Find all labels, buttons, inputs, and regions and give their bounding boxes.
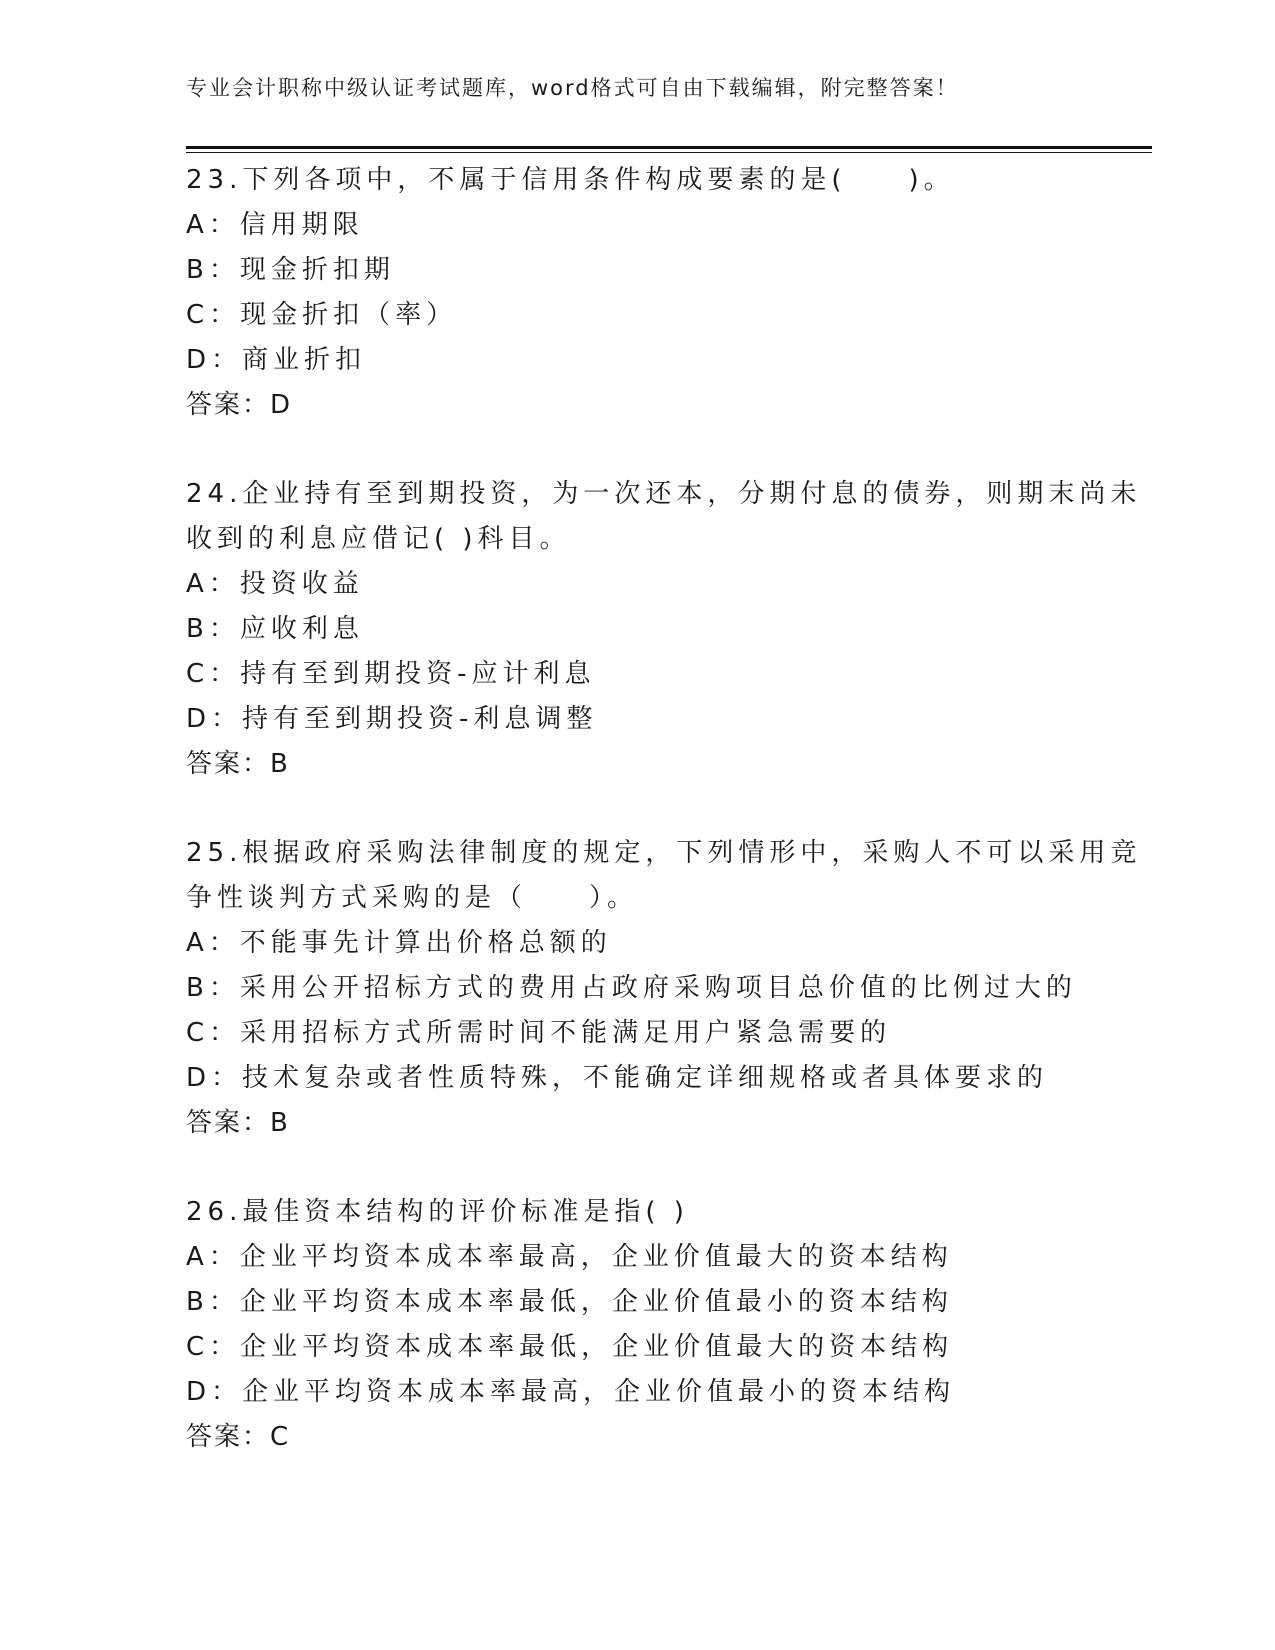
option-a: A：企业平均资本成本率最高，企业价值最大的资本结构 — [186, 1242, 953, 1272]
option-c: C：采用招标方式所需时间不能满足用户紧急需要的 — [186, 1018, 892, 1048]
question-stem: 24.企业持有至到期投资，为一次还本，分期付息的债券，则期末尚未 — [186, 479, 1142, 509]
answer: 答案：D — [186, 390, 293, 420]
question-gap — [186, 787, 1106, 831]
header-rule-thin — [186, 152, 1152, 153]
option-a: A：信用期限 — [186, 210, 364, 240]
question-23 — [186, 158, 1106, 428]
header-rule-thick — [186, 146, 1152, 149]
option-a: A：不能事先计算出价格总额的 — [186, 928, 612, 958]
option-d: D：商业折扣 — [186, 345, 367, 375]
question-25 — [186, 831, 1142, 1146]
option-d: D：技术复杂或者性质特殊，不能确定详细规格或者具体要求的 — [186, 1063, 1049, 1093]
question-stem-continued: 收到的利息应借记( )科目。 — [186, 524, 571, 554]
option-b: B：应收利息 — [186, 614, 364, 644]
question-stem: 26.最佳资本结构的评价标准是指( ) — [186, 1197, 689, 1227]
option-b: B：企业平均资本成本率最低，企业价值最小的资本结构 — [186, 1287, 953, 1317]
option-d: D：持有至到期投资-利息调整 — [186, 704, 598, 734]
option-c: C：现金折扣（率） — [186, 300, 458, 330]
answer: 答案：B — [186, 749, 290, 779]
answer: 答案：B — [186, 1108, 290, 1138]
question-stem: 25.根据政府采购法律制度的规定，下列情形中，采购人不可以采用竞 — [186, 838, 1142, 868]
answer: 答案：C — [186, 1422, 291, 1452]
question-24 — [186, 472, 1142, 787]
option-b: B：现金折扣期 — [186, 255, 395, 285]
question-stem-continued: 争性谈判方式采购的是（ ）。 — [186, 883, 639, 913]
option-a: A：投资收益 — [186, 569, 364, 599]
page-header: 专业会计职称中级认证考试题库，word格式可自由下载编辑，附完整答案！ — [186, 76, 959, 100]
question-gap — [186, 1146, 1106, 1190]
option-d: D：企业平均资本成本率最高，企业价值最小的资本结构 — [186, 1377, 956, 1407]
option-b: B：采用公开招标方式的费用占政府采购项目总价值的比例过大的 — [186, 973, 1077, 1003]
question-list — [186, 158, 1142, 1460]
option-c: C：企业平均资本成本率最低，企业价值最大的资本结构 — [186, 1332, 954, 1362]
question-26 — [186, 1190, 1106, 1460]
question-stem: 23.下列各项中，不属于信用条件构成要素的是( )。 — [186, 165, 955, 195]
question-gap — [186, 428, 1106, 472]
option-c: C：持有至到期投资-应计利息 — [186, 659, 596, 689]
